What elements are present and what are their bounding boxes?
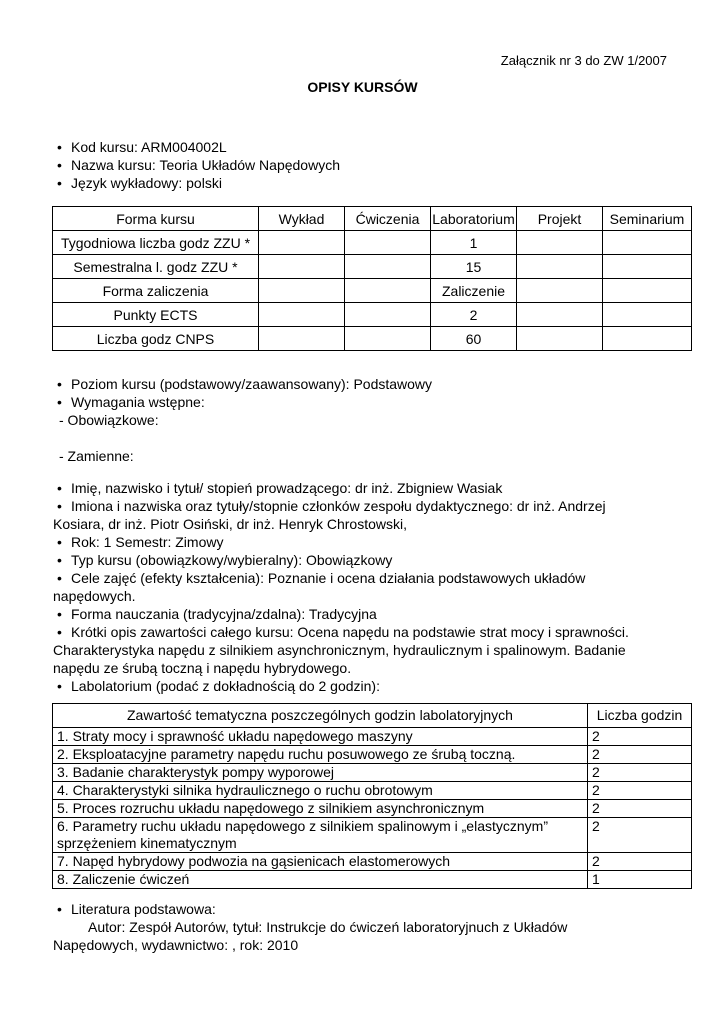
lab-topic-cell: 8. Zaliczenie ćwiczeń [53, 871, 588, 889]
lab-hours-cell: 2 [588, 764, 692, 782]
lab-table-row [53, 746, 692, 764]
table-cell: Tygodniowa liczba godz ZZU * [53, 231, 259, 255]
table-header-cell: Laboratorium [431, 207, 517, 231]
lab-hours-cell: 2 [588, 800, 692, 818]
table-cell [259, 255, 345, 279]
teaching-form: • Forma nauczania (tradycyjna/zdalna): Tradycyjna [53, 605, 693, 623]
prerequisites: • Wymagania wstępne: [53, 393, 693, 411]
table-row [53, 255, 692, 279]
table-cell [603, 255, 692, 279]
course-type: • Typ kursu (obowiązkowy/wybieralny): Obowiązkowy [53, 551, 693, 569]
lab-table-row [53, 818, 692, 853]
table-row [53, 279, 692, 303]
lab-topic-cell: 5. Proces rozruchu układu napędowego z silnikiem asynchronicznym [53, 800, 588, 818]
course-summary-cont: Charakterystyka napędu z silnikiem asynchronicznym, hydraulicznym i spalinowym. Badanie [53, 642, 626, 658]
teaching-team: • Imiona i nazwiska oraz tytuły/stopnie członków zespołu dydaktycznego: dr inż. Andrzej [53, 497, 693, 515]
lab-hours-cell: 1 [588, 871, 692, 889]
literature-section [53, 900, 693, 954]
table-cell: Liczba godz CNPS [53, 327, 259, 351]
literature-ref-cont: Napędowych, wydawnictwo: , rok: 2010 [53, 937, 299, 953]
table-cell [345, 255, 431, 279]
table-cell [345, 279, 431, 303]
lab-topic-cell: 2. Eksploatacyjne parametry napędu ruchu posuwowego ze śrubą toczną. [53, 746, 588, 764]
lab-table-row [53, 782, 692, 800]
page-title: OPISY KURSÓW [307, 79, 418, 95]
table-cell: 1 [431, 231, 517, 255]
table-cell: 15 [431, 255, 517, 279]
prereq-mandatory: - Obowiązkowe: [59, 412, 159, 428]
table-cell [517, 303, 603, 327]
table-cell [603, 327, 692, 351]
table-header-row [53, 207, 692, 231]
lab-table-row [53, 728, 692, 746]
lab-hours-cell: 2 [588, 728, 692, 746]
lab-topic-cell: 3. Badanie charakterystyk pompy wyporowej [53, 764, 588, 782]
lab-table [52, 703, 692, 889]
table-cell: 2 [431, 303, 517, 327]
table-cell [259, 231, 345, 255]
table-cell [345, 327, 431, 351]
table-cell [259, 279, 345, 303]
table-row [53, 303, 692, 327]
lab-topic-cell: 4. Charakterystyki silnika hydraulicznego o ruchu obrotowym [53, 782, 588, 800]
table-cell [259, 303, 345, 327]
course-form-table [52, 206, 692, 351]
table-cell: Punkty ECTS [53, 303, 259, 327]
course-goals: • Cele zajęć (efekty kształcenia): Poznanie i ocena działania podstawowych układów [53, 569, 693, 587]
lecturer: • Imię, nazwisko i tytuł/ stopień prowadzącego: dr inż. Zbigniew Wasiak [53, 479, 693, 497]
course-summary-cont: napędu ze śrubą toczną i napędu hybrydowego. [53, 660, 352, 676]
literature-heading: • Literatura podstawowa: [53, 900, 693, 918]
literature-ref: Autor: Zespół Autorów, tytuł: Instrukcje do ćwiczeń laboratoryjnuch z Układów [88, 919, 568, 935]
table-cell [517, 279, 603, 303]
table-row [53, 231, 692, 255]
lab-table-row [53, 800, 692, 818]
lab-hours-cell: 2 [588, 853, 692, 871]
course-summary: • Krótki opis zawartości całego kursu: Ocena napędu na podstawie strat mocy i sprawności. [53, 623, 693, 641]
lab-hours-cell: 2 [588, 782, 692, 800]
table-header-cell: Projekt [517, 207, 603, 231]
table-header-cell: Seminarium [603, 207, 692, 231]
table-cell [345, 303, 431, 327]
lab-table-header-cell: Liczba godzin [588, 704, 692, 728]
lab-table-row [53, 853, 692, 871]
table-cell [603, 303, 692, 327]
lab-topic-cell: 7. Napęd hybrydowy podwozia na gąsienicach elastomerowych [53, 853, 588, 871]
table-cell: 60 [431, 327, 517, 351]
table-cell [603, 231, 692, 255]
table-row [53, 327, 692, 351]
prereq-alternative: - Zamienne: [59, 448, 134, 464]
table-cell [517, 255, 603, 279]
table-cell [259, 327, 345, 351]
lab-topic-cell: 6. Parametry ruchu układu napędowego z silnikiem spalinowym i „elastycznym” sprzężeniem kinematycznym [53, 818, 588, 853]
year-semester: • Rok: 1 Semestr: Zimowy [53, 533, 693, 551]
lab-heading: • Labolatorium (podać z dokładnością do 2 godzin): [53, 677, 693, 695]
table-cell: Zaliczenie [431, 279, 517, 303]
lab-hours-cell: 2 [588, 818, 692, 853]
teaching-team-cont: Kosiara, dr inż. Piotr Osiński, dr inż. Henryk Chrostowski, [53, 516, 407, 532]
course-details-section [53, 479, 693, 695]
table-header-cell: Wykład [259, 207, 345, 231]
lab-topic-cell: 1. Straty mocy i sprawność układu napędowego maszyny [53, 728, 588, 746]
table-header-cell: Ćwiczenia [345, 207, 431, 231]
course-goals-cont: napędowych. [53, 588, 136, 604]
course-level: • Poziom kursu (podstawowy/zaawansowany): Podstawowy [53, 375, 693, 393]
course-info-list [53, 138, 340, 192]
course-code: • Kod kursu: ARM004002L [53, 138, 340, 156]
table-header-cell: Forma kursu [53, 207, 259, 231]
lab-table-header-cell: Zawartość tematyczna poszczególnych godzin labolatoryjnych [53, 704, 588, 728]
lab-table-header-row [53, 704, 692, 728]
table-cell [517, 327, 603, 351]
table-cell [603, 279, 692, 303]
course-language: • Język wykładowy: polski [53, 174, 340, 192]
table-cell [345, 231, 431, 255]
lab-table-row [53, 764, 692, 782]
course-level-section [53, 375, 693, 465]
table-cell [517, 231, 603, 255]
lab-table-row [53, 871, 692, 889]
course-name: • Nazwa kursu: Teoria Układów Napędowych [53, 156, 340, 174]
attachment-note: Załącznik nr 3 do ZW 1/2007 [500, 53, 667, 68]
table-cell: Semestralna l. godz ZZU * [53, 255, 259, 279]
table-cell: Forma zaliczenia [53, 279, 259, 303]
lab-hours-cell: 2 [588, 746, 692, 764]
